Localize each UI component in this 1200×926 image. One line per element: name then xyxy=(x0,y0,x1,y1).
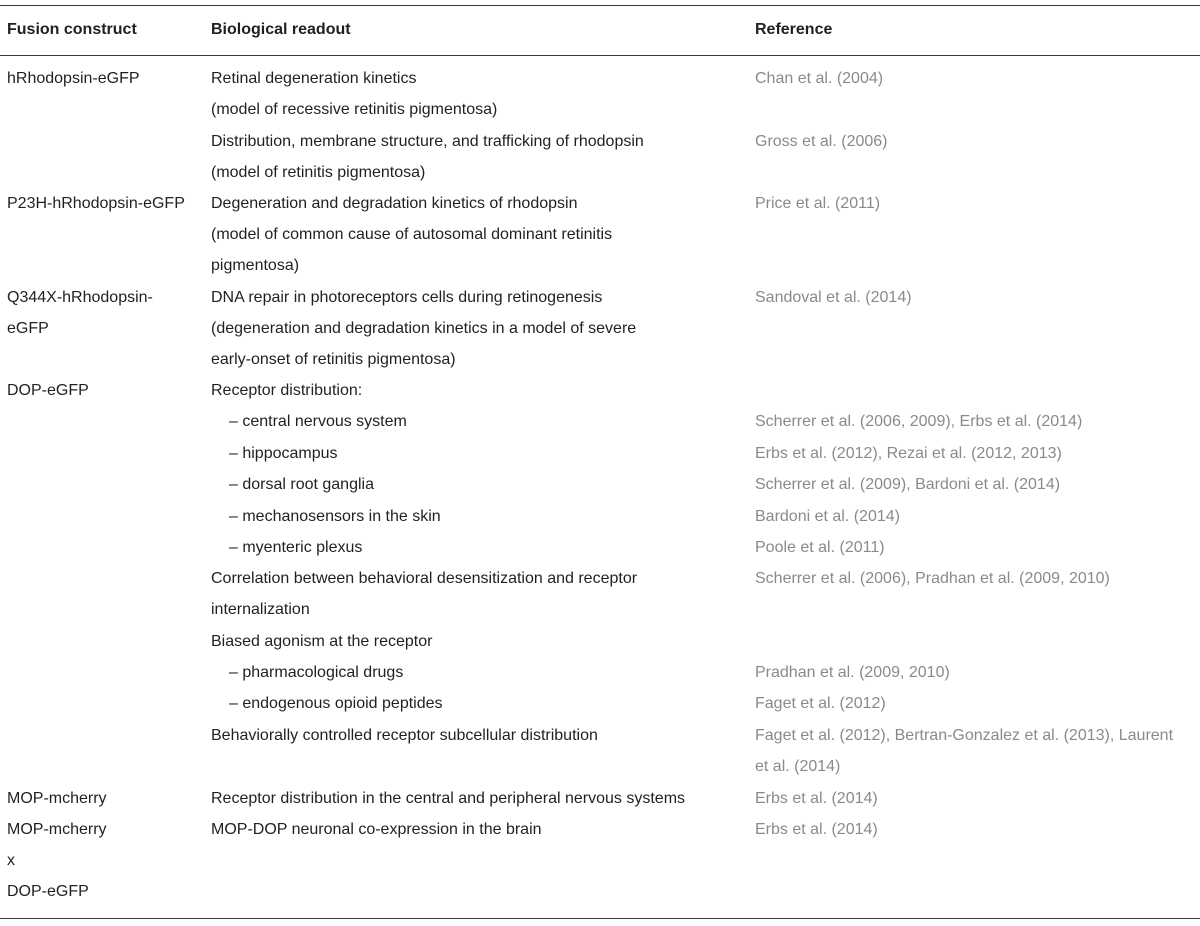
cell-reference: Bardoni et al. (2014) xyxy=(755,508,900,525)
cell-readout: – endogenous opioid peptides xyxy=(229,695,443,712)
cell-construct-line: x xyxy=(7,852,15,869)
header-reference: Reference xyxy=(755,21,833,38)
cell-readout-line: (model of common cause of autosomal dominant retinitis xyxy=(211,226,613,243)
cell-readout: Behaviorally controlled receptor subcellular distribution xyxy=(211,727,598,744)
cell-readout: Biased agonism at the receptor xyxy=(211,633,433,650)
cell-readout: – myenteric plexus xyxy=(229,539,363,556)
cell-readout: MOP-DOP neuronal co-expression in the brain xyxy=(211,821,542,838)
cell-readout: – hippocampus xyxy=(229,445,338,462)
cell-readout-line: pigmentosa) xyxy=(211,257,300,274)
cell-reference: Scherrer et al. (2009), Bardoni et al. (2014) xyxy=(755,476,1061,493)
cell-readout: Receptor distribution in the central and peripheral nervous systems xyxy=(211,790,686,807)
cell-reference: Faget et al. (2012), Bertran-Gonzalez et al. (2013), Laurent xyxy=(755,727,1174,744)
cell-construct: MOP-mcherry xyxy=(7,790,107,807)
cell-reference: Chan et al. (2004) xyxy=(755,70,884,87)
cell-readout-line: (model of recessive retinitis pigmentosa) xyxy=(211,101,498,118)
header-biological-readout: Biological readout xyxy=(211,21,351,38)
cell-construct: P23H-hRhodopsin-eGFP xyxy=(7,195,185,212)
cell-reference: Poole et al. (2011) xyxy=(755,539,885,556)
table-top-rule xyxy=(0,5,1200,6)
cell-reference: Pradhan et al. (2009, 2010) xyxy=(755,664,950,681)
cell-readout: – pharmacological drugs xyxy=(229,664,404,681)
cell-readout-line: (degeneration and degradation kinetics in a model of severe xyxy=(211,320,637,337)
cell-reference: Scherrer et al. (2006), Pradhan et al. (2009, 2010) xyxy=(755,570,1110,587)
cell-readout: Correlation between behavioral desensitization and receptor xyxy=(211,570,638,587)
cell-reference: Faget et al. (2012) xyxy=(755,695,886,712)
cell-reference: Erbs et al. (2012), Rezai et al. (2012, 2013) xyxy=(755,445,1062,462)
cell-readout: – dorsal root ganglia xyxy=(229,476,374,493)
cell-reference: Scherrer et al. (2006, 2009), Erbs et al. (2014) xyxy=(755,413,1083,430)
cell-construct: hRhodopsin-eGFP xyxy=(7,70,140,87)
cell-reference: Gross et al. (2006) xyxy=(755,133,888,150)
cell-readout: DNA repair in photoreceptors cells during retinogenesis xyxy=(211,289,603,306)
cell-readout: Retinal degeneration kinetics xyxy=(211,70,417,87)
cell-reference: Price et al. (2011) xyxy=(755,195,881,212)
cell-construct: Q344X-hRhodopsin- xyxy=(7,289,153,306)
cell-reference: Erbs et al. (2014) xyxy=(755,821,878,838)
cell-construct-line: eGFP xyxy=(7,320,49,337)
cell-readout-line: internalization xyxy=(211,601,310,618)
cell-construct: DOP-eGFP xyxy=(7,382,89,399)
cell-construct-line: DOP-eGFP xyxy=(7,883,89,900)
table-header-rule xyxy=(0,55,1200,56)
cell-readout: Degeneration and degradation kinetics of rhodopsin xyxy=(211,195,578,212)
cell-reference: Erbs et al. (2014) xyxy=(755,790,878,807)
cell-readout: Distribution, membrane structure, and trafficking of rhodopsin xyxy=(211,133,644,150)
cell-reference: Sandoval et al. (2014) xyxy=(755,289,912,306)
cell-readout-line: early-onset of retinitis pigmentosa) xyxy=(211,351,456,368)
table-bottom-rule xyxy=(0,918,1200,919)
cell-readout-line: (model of retinitis pigmentosa) xyxy=(211,164,426,181)
cell-readout: – central nervous system xyxy=(229,413,407,430)
cell-readout: – mechanosensors in the skin xyxy=(229,508,441,525)
header-fusion-construct: Fusion construct xyxy=(7,21,137,38)
cell-construct: MOP-mcherry xyxy=(7,821,107,838)
cell-readout: Receptor distribution: xyxy=(211,382,363,399)
cell-reference-line: et al. (2014) xyxy=(755,758,841,775)
